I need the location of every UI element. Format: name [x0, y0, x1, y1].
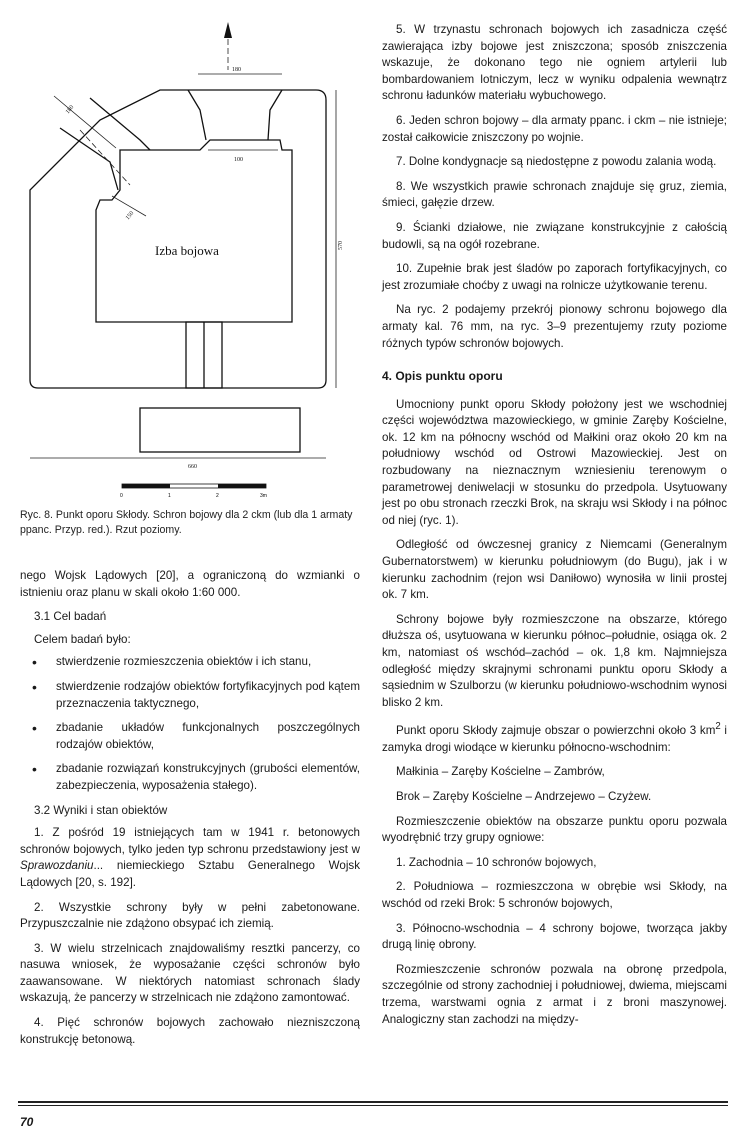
- outer-wall: [30, 90, 326, 388]
- paragraph-8: 8. We wszystkich prawie schronach znajduje się gruz, ziemia, śmieci, gałęzie drzew.: [382, 179, 727, 210]
- embrasure-diag: [60, 98, 150, 190]
- bullet-icon: •: [32, 678, 37, 695]
- embrasure-top: [188, 90, 282, 140]
- paragraph-5: 5. W trzynastu schronach bojowych ich zasadnicza część zawierająca izby bojowe jest zniszczona; sposób zniszczenia wskazuje, że dokonano tego nie ogniem artylerii lub bombardowaniem lotniczym, lecz w wyniku odpalenia wewnątrz schronu ładunków materiału wybuchowego.: [382, 23, 727, 103]
- section-3-1-heading: 3.1 Cel badań: [34, 610, 107, 624]
- svg-text:2: 2: [216, 493, 219, 499]
- list-item: • zbadanie układów funkcjonalnych poszczególnych rodzajów obiektów,: [32, 720, 360, 751]
- list-item: • stwierdzenie rodzajów obiektów fortyfikacyjnych pod kątem przeznaczenia taktycznego,: [32, 678, 360, 710]
- dim-570: 570: [338, 241, 344, 250]
- route-1: Małkinia – Zaręby Kościelne – Zambrów,: [396, 765, 605, 779]
- room-label: Izba bojowa: [155, 243, 219, 258]
- paragraph-distance: Odległość od ówczesnej granicy z Niemcami (Generalnym Gubernatorstwem) w kierunku południowym (do Bugu), jak i w kierunku zachodnim (rejon wsi Daniłowo) wynosiła w linii prostej ok. 7 km.: [382, 538, 727, 602]
- paragraph-location: Umocniony punkt oporu Skłody położony jest we wschodniej części województwa mazowieckiego, w gminie Zaręby Kościelne, ok. 12 km na północny wschód od Małkini oraz około 20 km na południowy wschód od Ostrowi Mazowieckiej. Jest on rozbudowany na nieznacznym wzniesieniu terenowym o parametrowej deniwelacji w stosunku do przedpola. Usytuowany jest po obu stronach rzeczki Brok, na skraju wsi Skłody i na północ od niej (ryc. 1).: [382, 397, 727, 527]
- section-3-2-heading: 3.2 Wyniki i stan obiektów: [34, 803, 168, 817]
- paragraph-defense: Rozmieszczenie schronów pozwala na obronę przedpola, szczególnie od strony zachodniej i południowej, dwiema, miejscami trzema, warstwami ognia z armat i z broni maszynowej. Analogiczny stan zachodzi na między-: [382, 962, 727, 1026]
- paragraph-2: 2. Wszystkie schrony były w pełni zabetonowane. Przypuszczalnie nie zdążono obsypać ich ziemią.: [20, 900, 360, 931]
- bullet-icon: •: [32, 720, 37, 737]
- dim-150: 150: [124, 210, 136, 222]
- paragraph-9: 9. Ścianki działowe, nie związane konstrukcyjnie z całością budowli, są na ogół rozebrane.: [382, 220, 727, 251]
- list-item: • zbadanie rozwiązań konstrukcyjnych (grubości elementów, zabezpieczenia, wyposażenia stałego).: [32, 761, 360, 792]
- group-1: 1. Zachodnia – 10 schronów bojowych,: [396, 855, 597, 869]
- section-4-heading: 4. Opis punktu oporu: [382, 369, 503, 384]
- footer-rule: [18, 1101, 728, 1103]
- bullet-icon: •: [32, 654, 37, 671]
- goals-list: [20, 654, 360, 794]
- figure-caption: Ryc. 8. Punkt oporu Skłody. Schron bojowy dla 2 ckm (lub dla 1 armaty ppanc. Przyp. red.). Rzut poziomy.: [20, 509, 353, 536]
- bullet-icon: •: [32, 761, 37, 778]
- group-2: 2. Południowa – rozmieszczona w obrębie wsi Skłody, na wschód od rzeki Brok: 5 schronów bojowych,: [382, 880, 727, 910]
- paragraph-6: 6. Jeden schron bojowy – dla armaty ppanc. i ckm – nie istnieje; został całkowicie zniszczony po wojnie.: [382, 113, 727, 144]
- goal-line: Celem badań było:: [34, 632, 131, 646]
- paragraph-4: 4. Pięć schronów bojowych zachowało niezniszczoną konstrukcję betonową.: [20, 1016, 360, 1046]
- paragraph-surface: Punkt oporu Skłody zajmuje obszar o powierzchni około 3 $km^2$ i zamyka drogi wiodące w kierunku północno-wschodnim:: [382, 721, 728, 754]
- svg-text:3m: 3m: [260, 493, 267, 499]
- group-3: 3. Północno-wschodnia – 4 schrony bojowe, tworząca jakby drugą linię obrony.: [382, 921, 727, 952]
- paragraph-figures-ref: Na ryc. 2 podajemy przekrój pionowy schronu bojowego dla armaty kal. 76 mm, na ryc. 3–9 prezentujemy rzuty poziome różnych typów schronów bojowych.: [382, 303, 727, 350]
- dim-180-diag: 180: [64, 104, 76, 116]
- inner-room: [96, 140, 292, 322]
- scale-bar: [120, 484, 267, 499]
- paragraph-area: Schrony bojowe były rozmieszczone na obszarze, którego dłuższa oś, usytuowana w kierunku północ–południe, osiąga ok. 2 km, natomiast oś wschód–zachód – ok. 1,8 km. Najmniejsza odległość między skrajnymi schronami punktu oporu Skłody a sąsiednim w Szulborzu (w kierunku południowo-wschodnim wynosi blisko 2 km.: [382, 612, 727, 709]
- dim-660: 660: [188, 464, 197, 470]
- dim-100: 100: [234, 157, 243, 163]
- right-column: [382, 22, 727, 1036]
- svg-text:0: 0: [120, 493, 123, 499]
- paragraph-1: 1. Z pośród 19 istniejących tam w 1941 r. betonowych schronów bojowych, tylko jeden typ schronu przedstawiony jest w Sprawozdaniu... niemieckiego Sztabu Generalnego Wojsk Lądowych [20, s. 192].: [20, 826, 360, 889]
- left-column: [20, 568, 360, 1056]
- page-number: 70: [20, 1115, 34, 1129]
- route-2: Brok – Zaręby Kościelne – Andrzejewo – Czyżew.: [396, 790, 652, 804]
- dim-180-top: 180: [232, 67, 241, 73]
- svg-text:1: 1: [168, 493, 171, 499]
- list-item: • stwierdzenie rozmieszczenia obiektów i ich stanu,: [32, 654, 312, 671]
- intro-paragraph: nego Wojsk Lądowych [20], a ograniczoną do wzmianki o istnieniu oraz planu w skali około 1:60 000.: [20, 569, 360, 599]
- paragraph-groups: Rozmieszczenie obiektów na obszarze punktu oporu pozwala wyodrębnić trzy grupy ogniowe:: [382, 814, 727, 845]
- floor-plan-figure: [20, 10, 360, 500]
- front-block: [140, 408, 300, 452]
- paragraph-3: 3. W wielu strzelnicach znajdowaliśmy resztki pancerzy, co nasuwa wniosek, że wyposażanie części schronów było zaawansowane. W niektórych natomiast schronach ślady wskazują, że pancerzy w strzelnicach nie zdążono zamontować.: [20, 941, 360, 1005]
- paragraph-7: 7. Dolne kondygnacje są niedostępne z powodu zalania wodą.: [396, 155, 717, 169]
- footer-rule-thin: [18, 1105, 728, 1106]
- paragraph-10: 10. Zupełnie brak jest śladów po zaporach fortyfikacyjnych, co jest zrozumiałe choćby z uwagi na rolnicze użytkowanie terenu.: [382, 262, 727, 292]
